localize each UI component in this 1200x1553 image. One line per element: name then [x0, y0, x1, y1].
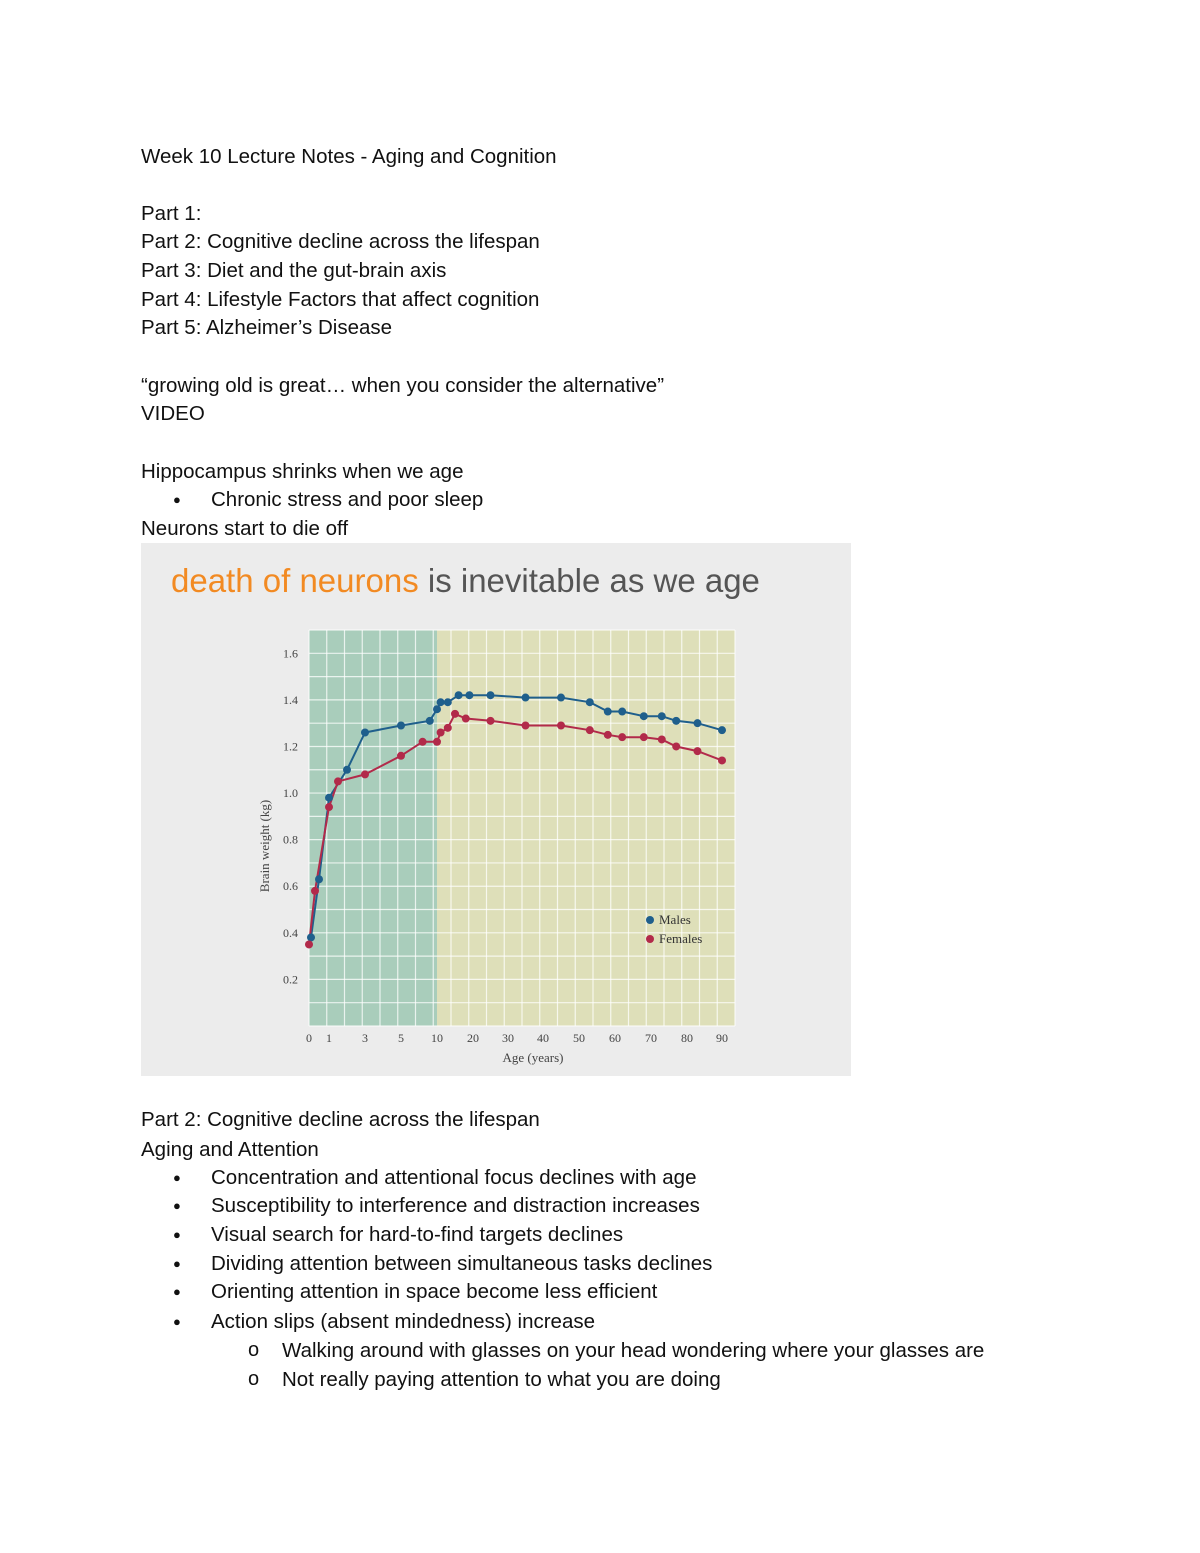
- x-tick-label: 0: [306, 1031, 312, 1045]
- outline-item: Part 2: Cognitive decline across the lifespan: [141, 230, 540, 253]
- x-tick-label: 90: [716, 1031, 728, 1045]
- data-point-females: [658, 735, 666, 743]
- doc-title: Week 10 Lecture Notes - Aging and Cognition: [141, 145, 557, 168]
- legend-label-males: Males: [659, 912, 691, 927]
- y-tick-label: 1.6: [283, 646, 298, 661]
- data-point-females: [451, 710, 459, 718]
- data-point-males: [557, 694, 565, 702]
- data-point-females: [311, 887, 319, 895]
- y-tick-labels: [283, 646, 298, 986]
- data-point-females: [433, 738, 441, 746]
- data-point-males: [343, 766, 351, 774]
- data-point-females: [672, 742, 680, 750]
- data-point-males: [672, 717, 680, 725]
- sub-bullet-item: o Walking around with glasses on your head wondering where your glasses are: [282, 1337, 984, 1365]
- data-point-females: [522, 722, 530, 730]
- legend-marker-females: [646, 935, 654, 943]
- data-point-females: [618, 733, 626, 741]
- bullet-item: ● Visual search for hard-to-find targets declines: [211, 1221, 623, 1249]
- data-point-males: [586, 698, 594, 706]
- data-point-females: [361, 770, 369, 778]
- brain-weight-chart: [141, 543, 851, 1076]
- data-point-females: [305, 940, 313, 948]
- data-point-males: [433, 705, 441, 713]
- data-point-females: [604, 731, 612, 739]
- bullet-item: ● Orienting attention in space become less efficient: [211, 1278, 657, 1306]
- chart-title-accent: death of neurons: [171, 562, 419, 599]
- hippocampus-heading: Hippocampus shrinks when we age: [141, 460, 464, 483]
- data-point-females: [437, 728, 445, 736]
- x-tick-label: 30: [502, 1031, 514, 1045]
- data-point-males: [618, 708, 626, 716]
- data-point-males: [694, 719, 702, 727]
- y-axis-label: Brain weight (kg): [257, 799, 272, 893]
- data-point-females: [557, 722, 565, 730]
- data-point-males: [307, 933, 315, 941]
- x-tick-label: 1: [326, 1031, 332, 1045]
- x-tick-label: 20: [467, 1031, 479, 1045]
- video-label: VIDEO: [141, 402, 205, 425]
- x-tick-label: 40: [537, 1031, 549, 1045]
- data-point-males: [397, 722, 405, 730]
- x-tick-label: 5: [398, 1031, 404, 1045]
- y-tick-label: 1.0: [283, 786, 298, 801]
- outline-item: Part 1:: [141, 202, 202, 225]
- legend-marker-males: [646, 916, 654, 924]
- bullet-item: ● Chronic stress and poor sleep: [211, 486, 483, 514]
- data-point-males: [455, 691, 463, 699]
- data-point-males: [465, 691, 473, 699]
- x-tick-label: 10: [431, 1031, 443, 1045]
- y-tick-label: 0.8: [283, 832, 298, 847]
- data-point-males: [718, 726, 726, 734]
- sub-bullet-item: o Not really paying attention to what you are doing: [282, 1366, 721, 1394]
- data-point-females: [640, 733, 648, 741]
- x-tick-label: 60: [609, 1031, 621, 1045]
- data-point-females: [462, 715, 470, 723]
- data-point-males: [658, 712, 666, 720]
- data-point-females: [487, 717, 495, 725]
- y-tick-label: 0.4: [283, 925, 298, 940]
- data-point-males: [437, 698, 445, 706]
- data-point-females: [334, 777, 342, 785]
- data-point-males: [522, 694, 530, 702]
- y-tick-label: 0.2: [283, 972, 298, 987]
- quote-text: “growing old is great… when you consider the alternative”: [141, 374, 665, 397]
- data-point-females: [586, 726, 594, 734]
- part2-heading: Part 2: Cognitive decline across the lifespan: [141, 1108, 540, 1131]
- x-tick-label: 3: [362, 1031, 368, 1045]
- data-point-females: [718, 756, 726, 764]
- x-axis-label: Age (years): [502, 1050, 564, 1065]
- bullet-item: ● Action slips (absent mindedness) increase: [211, 1308, 595, 1336]
- data-point-males: [361, 728, 369, 736]
- data-point-females: [694, 747, 702, 755]
- data-point-males: [604, 708, 612, 716]
- data-point-males: [426, 717, 434, 725]
- y-tick-label: 1.4: [283, 692, 298, 707]
- outline-item: Part 3: Diet and the gut-brain axis: [141, 259, 447, 282]
- attention-heading: Aging and Attention: [141, 1138, 319, 1161]
- data-point-males: [487, 691, 495, 699]
- y-tick-label: 0.6: [283, 879, 298, 894]
- data-point-females: [444, 724, 452, 732]
- outline-item: Part 5: Alzheimer’s Disease: [141, 316, 393, 339]
- data-point-females: [325, 803, 333, 811]
- data-point-males: [640, 712, 648, 720]
- chart-title-rest: is inevitable as we age: [418, 562, 760, 599]
- x-tick-label: 70: [645, 1031, 657, 1045]
- bullet-item: ● Dividing attention between simultaneous tasks declines: [211, 1250, 712, 1278]
- y-tick-label: 1.2: [283, 739, 298, 754]
- legend-label-females: Females: [659, 931, 703, 946]
- x-tick-label: 50: [573, 1031, 585, 1045]
- data-point-females: [397, 752, 405, 760]
- bullet-item: ● Susceptibility to interference and distraction increases: [211, 1192, 700, 1220]
- data-point-males: [315, 875, 323, 883]
- neurons-line: Neurons start to die off: [141, 517, 349, 540]
- x-tick-label: 80: [681, 1031, 693, 1045]
- data-point-females: [419, 738, 427, 746]
- bullet-item: ● Concentration and attentional focus declines with age: [211, 1164, 696, 1192]
- zone-late: [437, 630, 735, 1026]
- data-point-males: [444, 698, 452, 706]
- data-point-males: [325, 794, 333, 802]
- x-tick-labels: [306, 1031, 728, 1045]
- zone-early: [309, 630, 437, 1026]
- outline-item: Part 4: Lifestyle Factors that affect cognition: [141, 288, 540, 311]
- neuron-chart-figure: [141, 543, 851, 1076]
